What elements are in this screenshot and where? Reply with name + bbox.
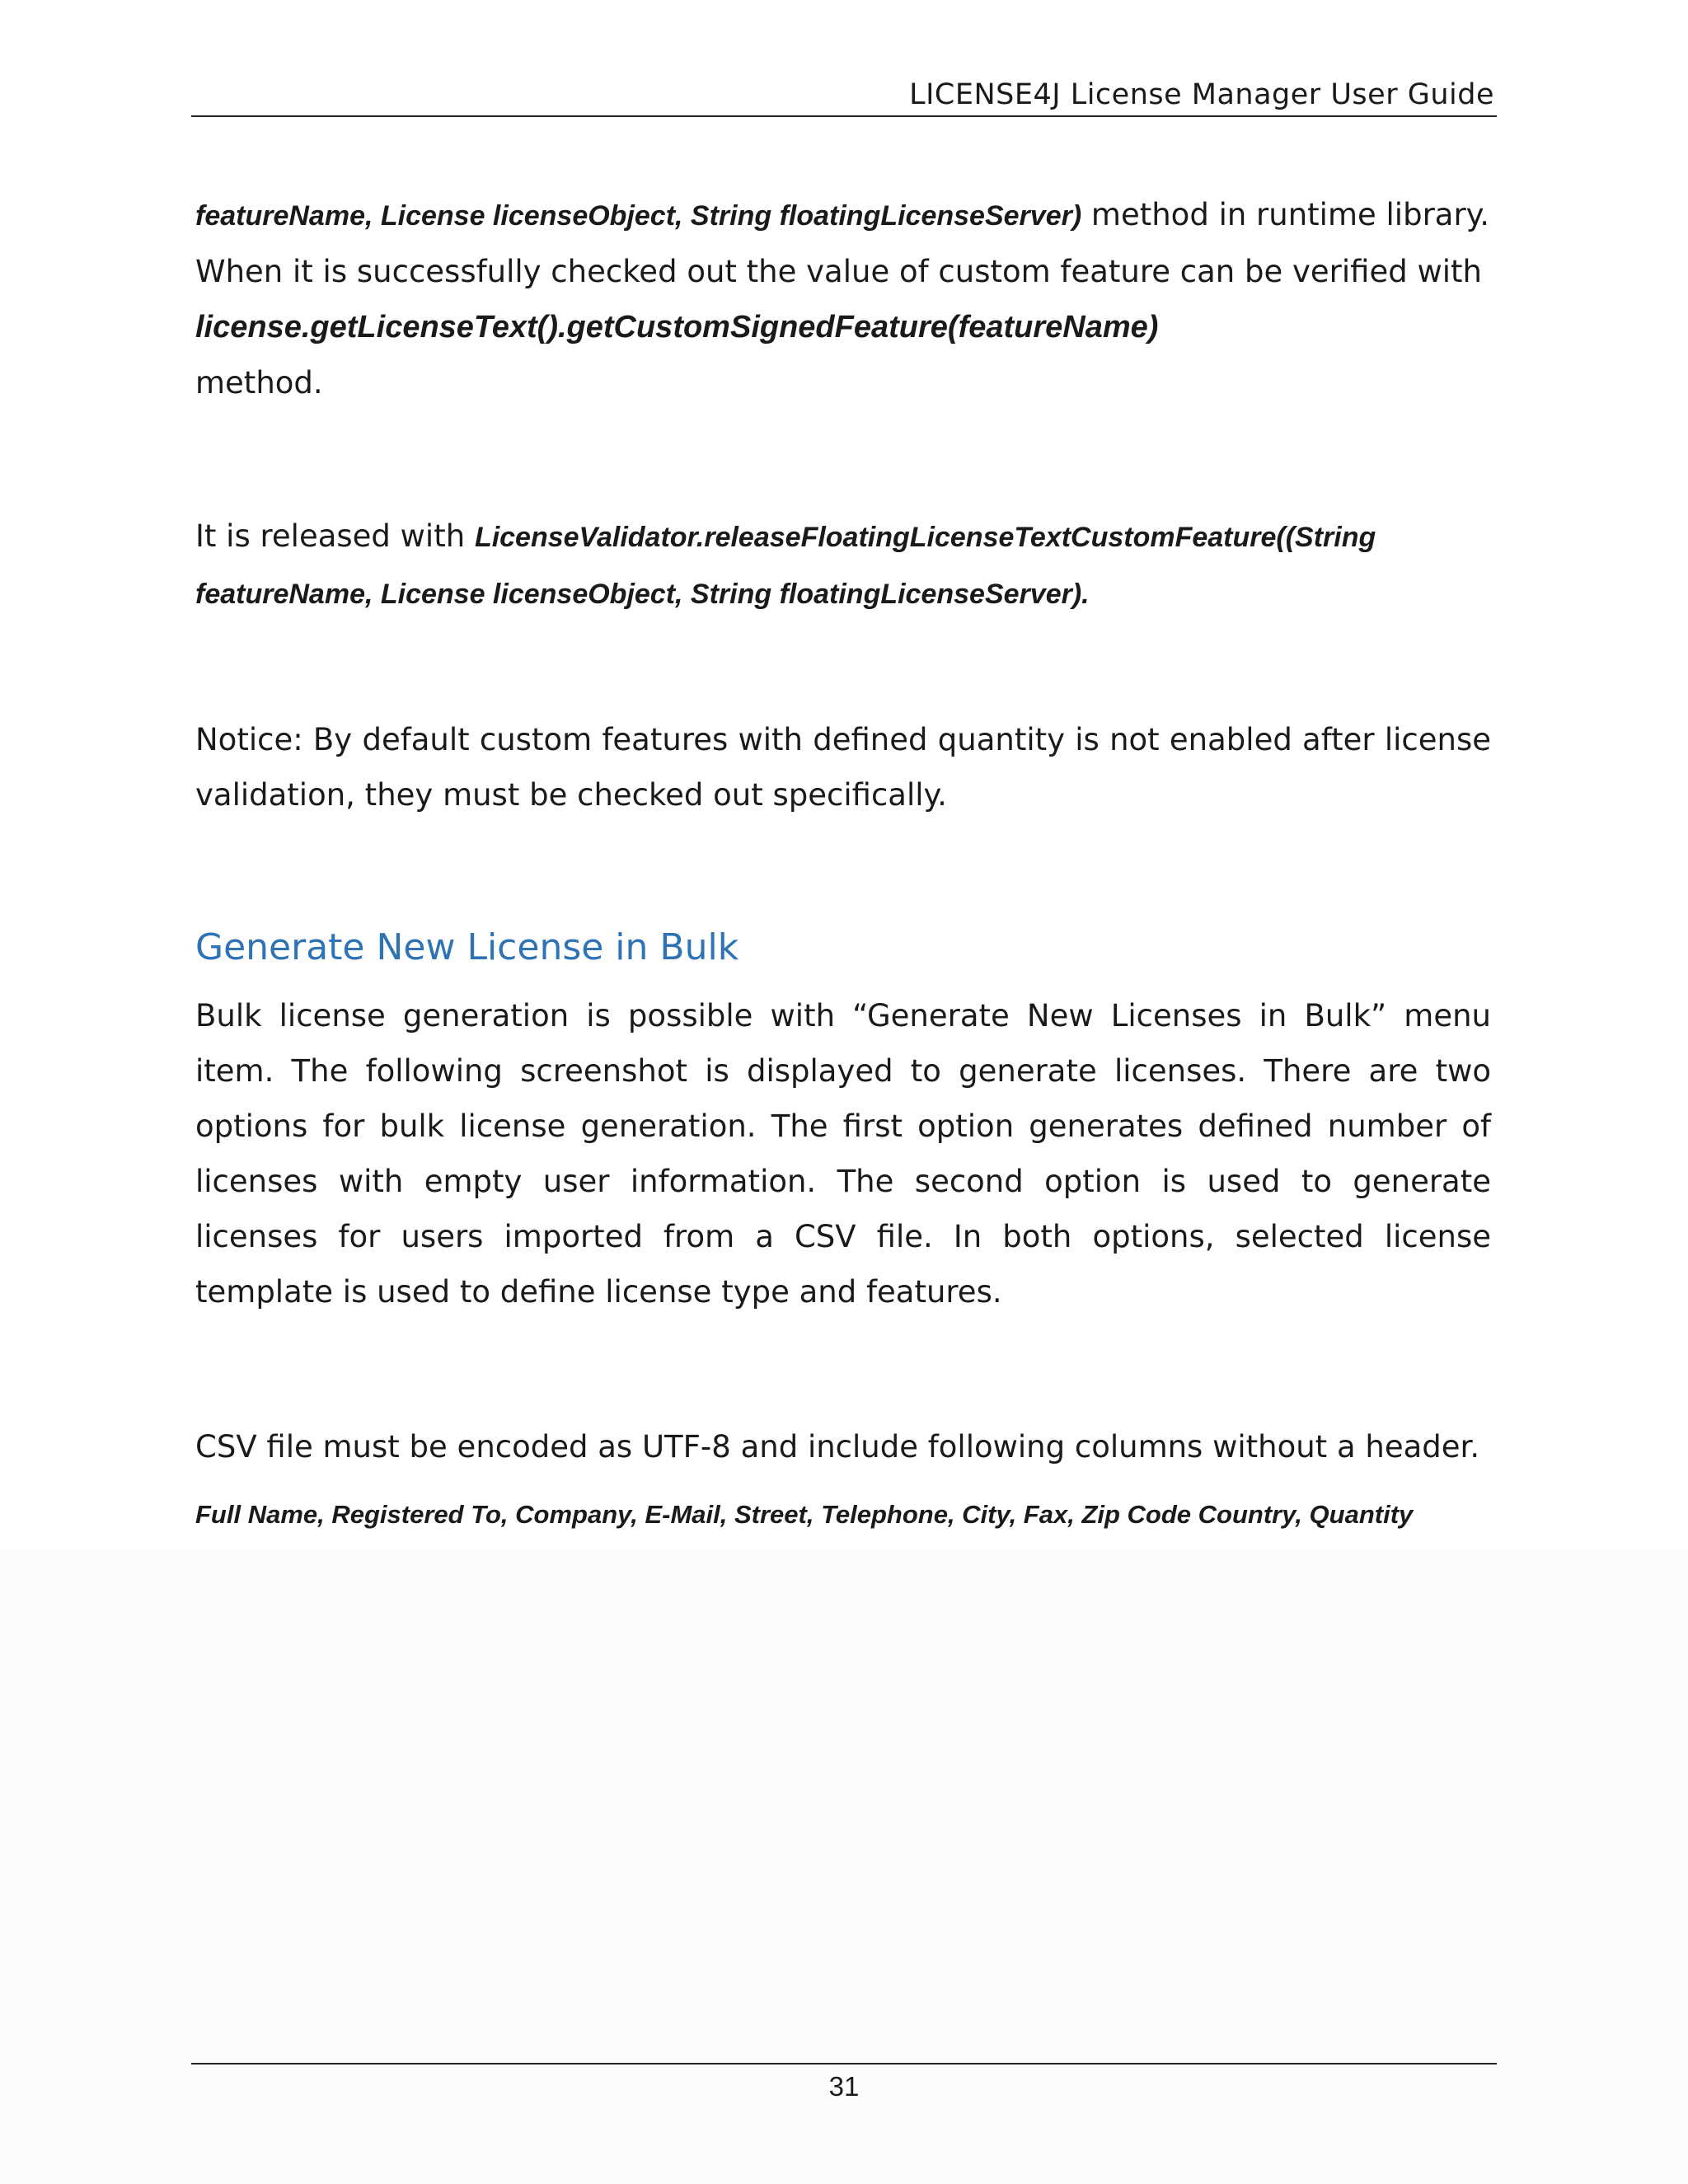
paragraph-text-end: method.: [195, 365, 323, 401]
code-release-signature-continued: featureName, License licenseObject, String floatingLicenseServer).: [195, 579, 1090, 610]
footer-rule: [191, 2063, 1497, 2064]
csv-column-list: Full Name, Registered To, Company, E-Mail, Street, Telephone, City, Fax, Zip Code Country, Quantity: [195, 1500, 1414, 1529]
code-release-signature: LicenseValidator.releaseFloatingLicenseTextCustomFeature((String: [474, 522, 1376, 553]
paragraph-notice: Notice: By default custom features with defined quantity is not enabled after license validation, they must be checked out specifically.: [195, 722, 1491, 813]
paragraph-text: method in runtime library. When it is successfully checked out the value of custom feature can be verified with: [195, 197, 1490, 289]
header-rule: [191, 115, 1497, 117]
running-header: LICENSE4J License Manager User Guide: [909, 78, 1494, 111]
paragraph-release-method: [195, 509, 1491, 622]
page-number: 31: [828, 2071, 860, 2102]
code-method-name: license.getLicenseText().getCustomSignedFeature(featureName): [195, 310, 1159, 344]
paragraph-csv-encoding: CSV file must be encoded as UTF-8 and include following columns without a header.: [195, 1429, 1480, 1465]
paragraph-bulk-generation: Bulk license generation is possible with “Generate New Licenses in Bulk” menu item. The following screenshot is displayed to generate licenses. There are two options for bulk license generation. The first option generates defined number of licenses with empty user information. The second option is used to generate licenses for users imported from a CSV file. In both options, selected license template is used to define license type and features.: [195, 998, 1491, 1310]
section-heading: Generate New License in Bulk: [195, 926, 739, 968]
paragraph-text: It is released with: [195, 518, 475, 554]
paragraph-checkout-method: [195, 187, 1491, 410]
code-signature-continued: featureName, License licenseObject, String floatingLicenseServer): [195, 200, 1082, 232]
